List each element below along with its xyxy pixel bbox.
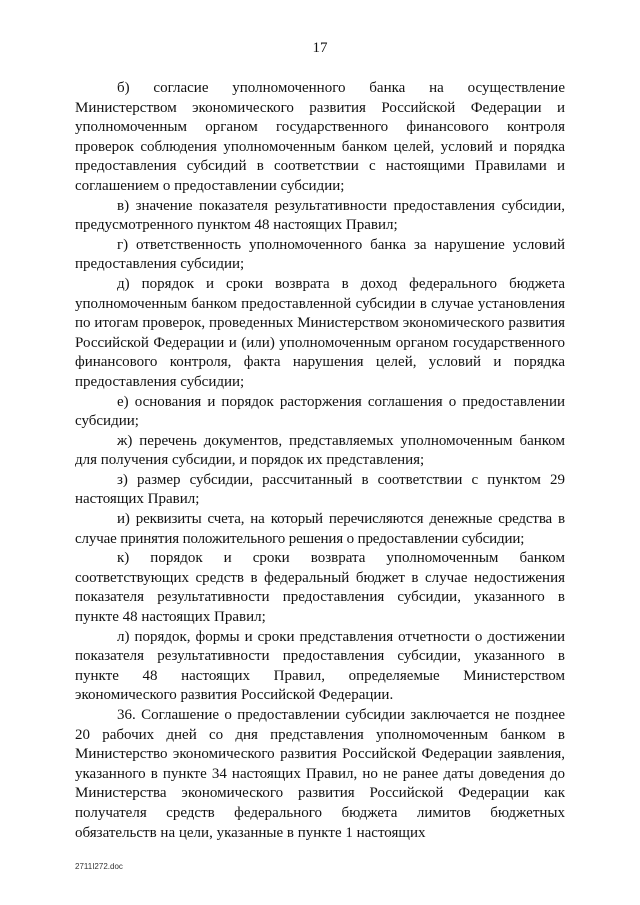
paragraph-z: з) размер субсидии, рассчитанный в соответствии с пунктом 29 настоящих Правил; [75,471,565,508]
paragraph-v: в) значение показателя результативности предоставления субсидии, предусмотренного пунктом 48 настоящих Правил; [75,197,565,234]
page-number: 17 [312,40,328,56]
paragraph-e: е) основания и порядок расторжения соглашения о предоставлении субсидии; [75,393,565,430]
paragraph-d: д) порядок и сроки возврата в доход федерального бюджета уполномоченным банком предоставленной субсидии в случае установления по итогам проверок, проведенных Министерством экономического развития Российской Федерации и (или) уполномоченным органом государственного финансового контроля, факта нарушения целей, условий и порядка предоставления субсидии; [75,275,565,390]
paragraph-k: к) порядок и сроки возврата уполномоченным банком соответствующих средств в федеральный бюджет в случае недостижения показателя результативности предоставления субсидии, указанного в пункте 48 настоящих Правил; [75,550,565,626]
paragraph-zh: ж) перечень документов, представляемых уполномоченным банком для получения субсидии, и порядок их представления; [75,432,565,469]
file-name-footer: 2711I272.doc [75,862,123,871]
paragraph-b: б) согласие уполномоченного банка на осуществление Министерством экономического развития Российской Федерации и уполномоченным органом государственного финансового контроля проверок соблюдения уполномоченным банком целей, условий и порядка предоставления субсидий в соответствии с настоящими Правилами и соглашением о предоставлении субсидии; [75,80,565,194]
paragraph-g: г) ответственность уполномоченного банка за нарушение условий предоставления субсидии; [75,236,565,273]
paragraph-i: и) реквизиты счета, на который перечисляются денежные средства в случае принятия положительного решения о предоставлении субсидии; [75,511,565,547]
paragraph-l: л) порядок, формы и сроки представления отчетности о достижении показателя результативности предоставления субсидии, указанного в пункте 48 настоящих Правил, определяемые Министерством экономического развития Российской Федерации. [75,628,565,704]
paragraph-36: 36. Соглашение о предоставлении субсидии заключается не позднее 20 рабочих дней со дня представления уполномоченным банком в Министерство экономического развития Российской Федерации заявления, указанного в пункте 34 настоящих Правил, но не ранее даты доведения до Министерства экономического развития Российской Федерации как получателя средств федерального бюджета лимитов бюджетных обязательств на цели, указанные в пункте 1 настоящих [75,707,565,841]
document-body [75,79,565,843]
